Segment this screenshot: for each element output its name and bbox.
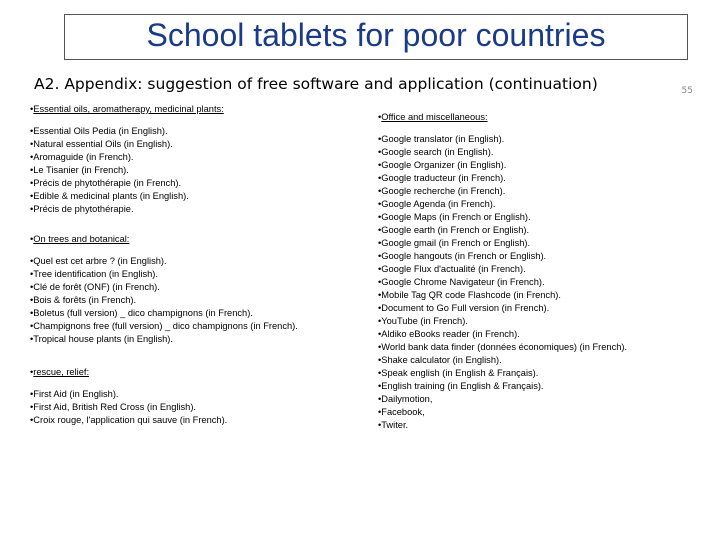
list-item: • Google search (in English). [378, 146, 698, 159]
section-heading-trees: • On trees and botanical: [30, 233, 350, 246]
section-heading-essential-oils: • Essential oils, aromatherapy, medicinal plants: [30, 103, 350, 116]
title-box [64, 14, 688, 60]
office-list [378, 133, 698, 432]
trees-list [30, 255, 350, 346]
list-item: • Bois & forêts (in French). [30, 294, 350, 307]
list-item: • Edible & medicinal plants (in English). [30, 190, 350, 203]
list-item: • Aldiko eBooks reader (in French). [378, 328, 698, 341]
list-item: • Google hangouts (in French or English). [378, 250, 698, 263]
list-item: • Google gmail (in French or English). [378, 237, 698, 250]
section-heading-rescue: • rescue, relief: [30, 366, 350, 379]
list-item: • World bank data finder (données économiques) (in French). [378, 341, 698, 354]
list-item: • Le Tisanier (in French). [30, 164, 350, 177]
list-item: • Champignons free (full version) _ dico champignons (in French). [30, 320, 350, 333]
rescue-list [30, 388, 350, 427]
right-column [378, 111, 698, 432]
list-item: • Google earth (in French or English). [378, 224, 698, 237]
list-item: • English training (in English & Français). [378, 380, 698, 393]
list-item: • Document to Go Full version (in French). [378, 302, 698, 315]
slide-subtitle: A2. Appendix: suggestion of free software and application (continuation) [34, 75, 598, 93]
left-column [30, 103, 350, 427]
list-item: • Shake calculator (in English). [378, 354, 698, 367]
list-item: • Google translator (in English). [378, 133, 698, 146]
essential-oils-list [30, 125, 350, 216]
list-item: • YouTube (in French). [378, 315, 698, 328]
slide-title: School tablets for poor countries [146, 17, 606, 53]
list-item: • First Aid, British Red Cross (in English). [30, 401, 350, 414]
list-item: • Croix rouge, l'application qui sauve (in French). [30, 414, 350, 427]
list-item: • Clé de forêt (ONF) (in French). [30, 281, 350, 294]
list-item: • Speak english (in English & Français). [378, 367, 698, 380]
list-item: • Tropical house plants (in English). [30, 333, 350, 346]
list-item: • Google Maps (in French or English). [378, 211, 698, 224]
list-item: • Quel est cet arbre ? (in English). [30, 255, 350, 268]
list-item: • Google Chrome Navigateur (in French). [378, 276, 698, 289]
list-item: • Précis de phytothérapie (in French). [30, 177, 350, 190]
list-item: • Boletus (full version) _ dico champignons (in French). [30, 307, 350, 320]
list-item: • Mobile Tag QR code Flashcode (in French). [378, 289, 698, 302]
list-item: • Facebook, [378, 406, 698, 419]
list-item: • Google Organizer (in English). [378, 159, 698, 172]
list-item: • Google traducteur (in French). [378, 172, 698, 185]
section-heading-office: • Office and miscellaneous: [378, 111, 698, 124]
list-item: • Dailymotion, [378, 393, 698, 406]
list-item: • Google Agenda (in French). [378, 198, 698, 211]
list-item: • Essential Oils Pedia (in English). [30, 125, 350, 138]
list-item: • Google recherche (in French). [378, 185, 698, 198]
list-item: • Google Flux d'actualité (in French). [378, 263, 698, 276]
list-item: • First Aid (in English). [30, 388, 350, 401]
page-number: 55 [681, 86, 693, 96]
list-item: • Aromaguide (in French). [30, 151, 350, 164]
list-item: • Natural essential Oils (in English). [30, 138, 350, 151]
list-item: • Twiter. [378, 419, 698, 432]
list-item: • Tree identification (in English). [30, 268, 350, 281]
list-item: • Précis de phytothérapie. [30, 203, 350, 216]
